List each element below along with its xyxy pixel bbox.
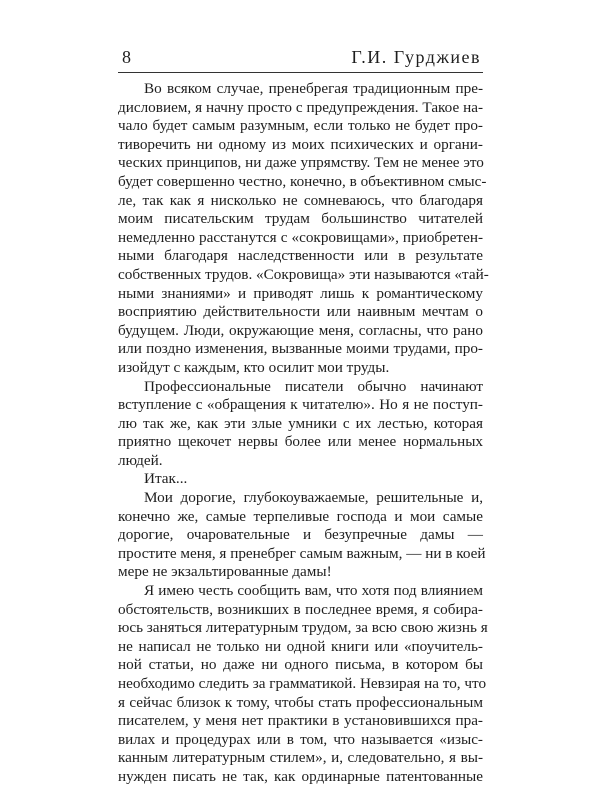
text-line: или поздно изменения, вызванные моими трудами, про- [118, 340, 483, 358]
text-line: ными благодаря наследственности или в результате [118, 247, 483, 265]
page-header [118, 47, 483, 71]
text-line: необходимо следить за грамматикой. Невзирая на то, что [118, 675, 487, 692]
text-line: Итак... [144, 470, 188, 488]
text-line: тиворечить ни одному из моих психических и органи- [118, 135, 483, 153]
text-line: чало будет самым разумным, если только не будет про- [118, 117, 483, 135]
page-number: 8 [122, 47, 132, 67]
text-line: мере не экзальтированные дамы! [118, 563, 332, 581]
text-line: дорогие, очаровательные и безупречные дамы — [118, 526, 483, 544]
text-line: моим писательским трудам большинство читателей [118, 210, 483, 228]
text-line: конечно же, самые терпеливые господа и мои самые [118, 507, 483, 525]
text-line: ными знаниями» и приводят лишь к романтическому [118, 284, 483, 302]
text-line: людей. [118, 451, 163, 469]
text-line: ле, так как я нисколько не сомневаюсь, что благодаря [118, 191, 483, 209]
text-line: немедленно расстанутся с «сокровищами», приобретен- [118, 228, 483, 246]
body-text [118, 80, 489, 787]
text-line: канным литературным стилем», и, следовательно, я вы- [118, 749, 483, 767]
text-line: будет совершенно честно, конечно, в объективном смыс- [118, 172, 487, 190]
text-line: не написал не только ни одной книги или «поучитель- [118, 637, 483, 655]
text-line: вступление с «обращения к читателю». Но я не поступ- [118, 396, 483, 414]
text-line: я сейчас близок к тому, чтобы стать профессиональным [118, 693, 483, 711]
text-line: нужден писать не так, как ординарные патентованные [118, 767, 483, 785]
text-line: вилах и процедурах или в том, что называется «изыс- [118, 730, 483, 748]
text-line: восприятию действительности или наивным мечтам о [118, 303, 483, 321]
text-line: лю так же, как эти злые умники с их лестью, которая [118, 414, 483, 432]
header-rule [118, 72, 483, 73]
text-line: Мои дорогие, глубокоуважаемые, решительные и, [144, 489, 483, 507]
text-line: изойдут с каждым, кто осилит мои труды. [118, 358, 390, 376]
text-line: писателем, у меня нет практики в установившихся пра- [118, 712, 483, 730]
text-line: приятно щекочет нервы более или менее нормальных [118, 433, 483, 451]
text-line: простите меня, я пренебрег самым важным, — ни в коей [118, 544, 486, 562]
text-line: ной статьи, но даже ни одного письма, в котором бы [118, 656, 483, 674]
running-head: Г.И. Гурджиев [351, 47, 481, 67]
text-line: ческих принципов, ни даже упрямству. Тем не менее это [118, 154, 484, 172]
text-line: собственных трудов. «Сокровища» эти называются «тай- [118, 265, 489, 283]
text-line: обстоятельств, возникших в последнее время, я собира- [118, 600, 483, 618]
text-line: дисловием, я начну просто с предупреждения. Такое на- [118, 98, 483, 116]
text-line: Профессиональные писатели обычно начинают [144, 377, 483, 395]
text-line: Я имею честь сообщить вам, что хотя под влиянием [144, 582, 483, 600]
text-line: Во всяком случае, пренебрегая традиционным пре- [144, 80, 483, 97]
text-line: юсь заняться литературным трудом, за всю свою жизнь я [118, 619, 488, 637]
text-line: будущем. Люди, окружающие меня, согласны, что рано [118, 321, 483, 339]
